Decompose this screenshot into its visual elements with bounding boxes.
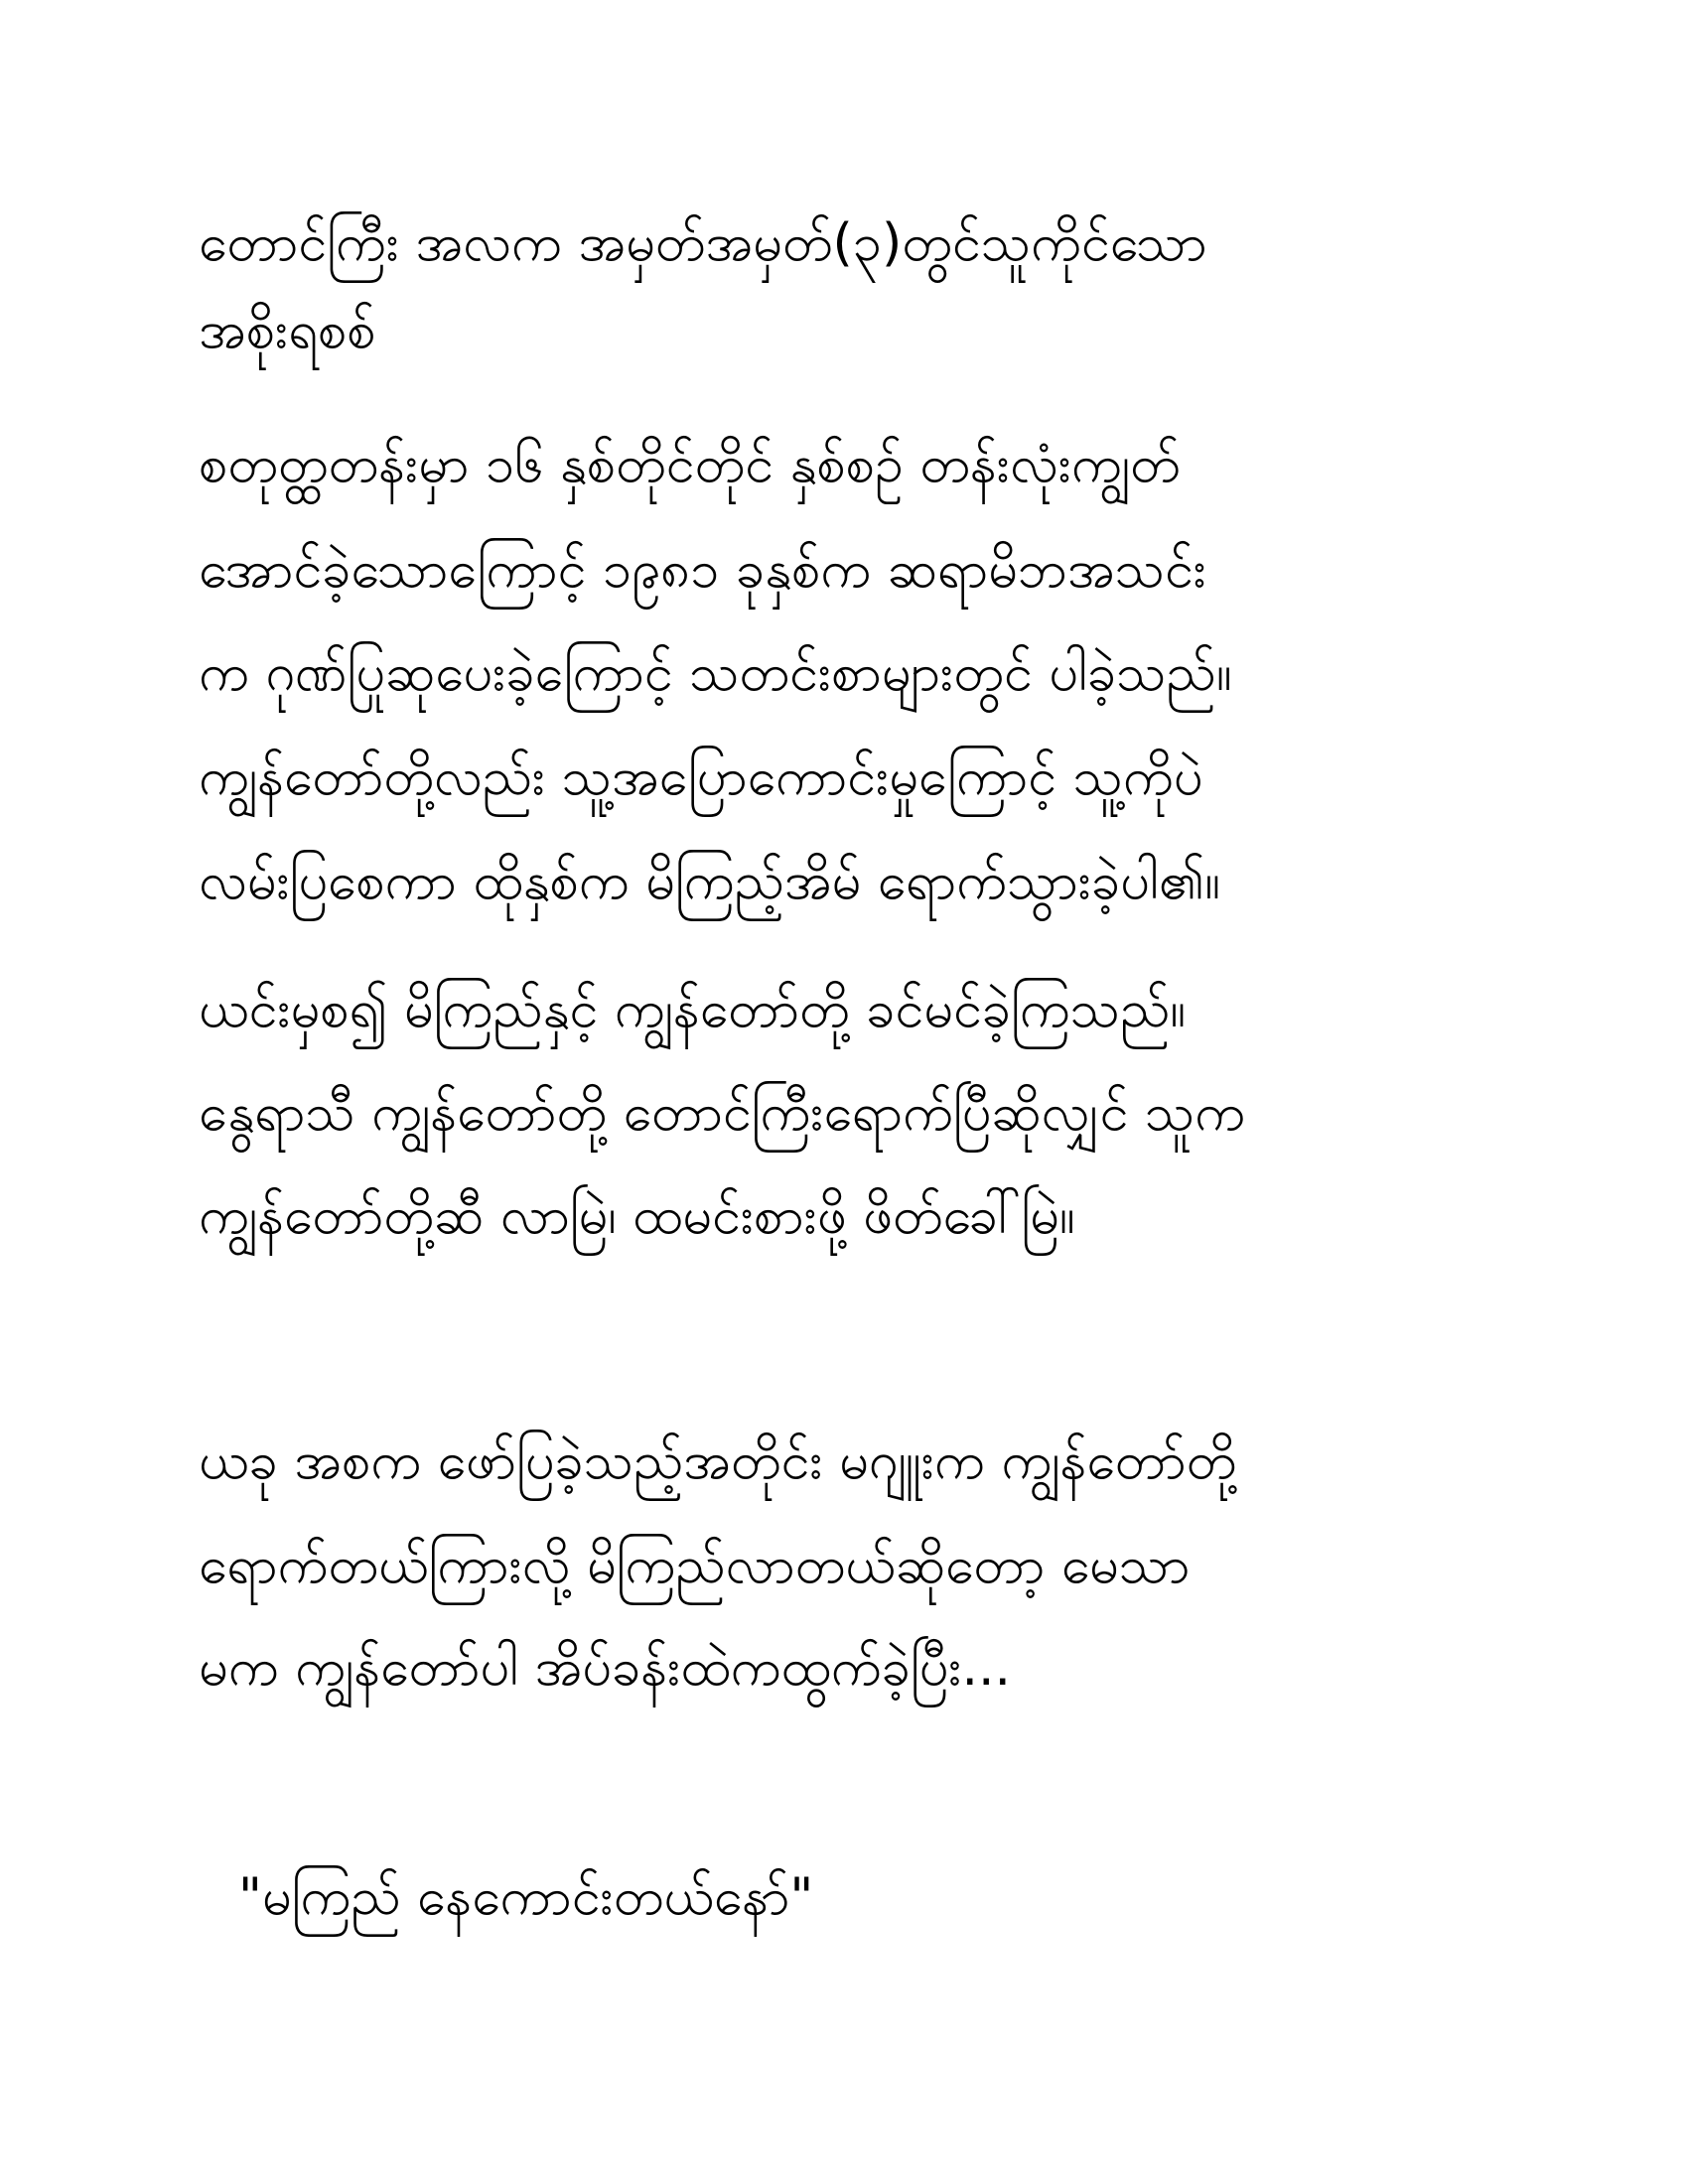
paragraph-3-line-3: မက ကျွန်တော်ပါ အိပ်ခန်းထဲကထွက်ခဲ့ပြီး... [199,1638,1012,1698]
paragraph-2-line-1: ယင်းမှစ၍ မိကြည်နှင့် ကျွန်တော်တို့ ခင်မင်ခဲ့ကြသည်။ [199,980,1186,1039]
paragraph-1-line-4: ကျွန်တော်တို့လည်း သူ့အပြောကောင်းမှုကြောင့် သူ့ကိုပဲ [199,748,1203,807]
paragraph-3-line-2: ရောက်တယ်ကြားလို့ မိကြည်လာတယ်ဆိုတော့ မေသာ [199,1536,1191,1595]
heading-line-1: တောင်ကြီး အလက အမှတ်အမှတ်(၃)တွင်သူကိုင်သော [199,213,1207,273]
paragraph-1-line-5: လမ်းပြစေကာ ထိုနှစ်က မိကြည့်အိမ် ရောက်သွားခဲ့ပါ၏။ [199,852,1220,911]
dialogue-quote: "မကြည် နေကောင်းတယ်နော်" [238,1867,814,1927]
paragraph-2-line-3: ကျွန်တော်တို့ဆီ လာမြဲ၊ ထမင်းစားဖို့ ဖိတ်ခေါ်မြဲ။ [199,1186,1075,1246]
paragraph-2-line-2: နွေရာသီ ကျွန်တော်တို့ တောင်ကြီးရောက်ပြီဆိုလျှင် သူက [199,1083,1246,1143]
heading-line-2: အစိုးရစစ် [199,301,376,360]
paragraph-1-line-1: စတုတ္ထတန်းမှာ ၁၆ နှစ်တိုင်တိုင် နှစ်စဉ် တန်းလုံးကျွတ် [199,435,1181,494]
paragraph-3-line-1: ယခု အစက ဖော်ပြခဲ့သည့်အတိုင်း မဂျူးက ကျွန်တော်တို့ [199,1432,1237,1491]
paragraph-1-line-3: က ဂုဏ်ပြုဆုပေးခဲ့ကြောင့် သတင်းစာများတွင် ပါခဲ့သည်။ [199,643,1232,703]
paragraph-1-line-2: အောင်ခဲ့သောကြောင့် ၁၉၈၁ ခုနှစ်က ဆရာမိဘအသင်း [199,540,1206,600]
